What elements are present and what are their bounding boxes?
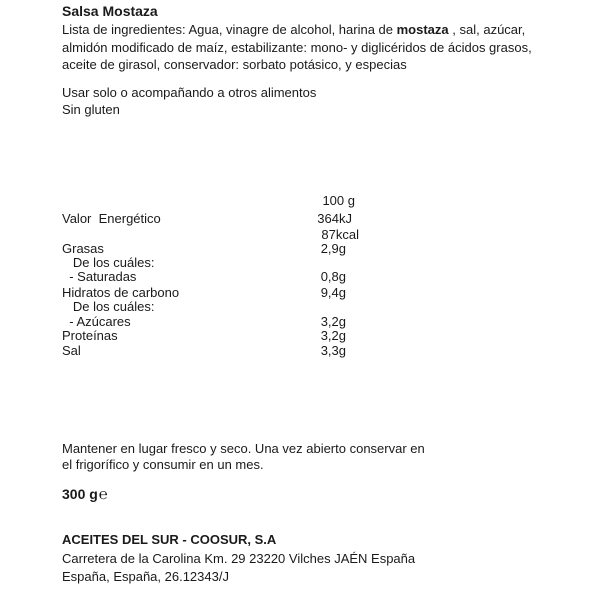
net-weight <box>62 486 108 503</box>
nutrition-value: 3,3g <box>320 343 346 358</box>
nutrition-label: - Saturadas <box>62 269 137 284</box>
product-title: Salsa Mostaza <box>62 3 158 19</box>
nutrition-value: 3,2g <box>320 328 346 343</box>
ingredients-text-prefix: Lista de ingredientes: Agua, vinagre de alcohol, harina de <box>62 22 397 37</box>
storage-line-1: Mantener en lugar fresco y seco. Una vez abierto conservar en <box>62 441 425 456</box>
nutrition-label: Valor Energético <box>62 211 161 226</box>
nutrition-value: 3,2g <box>320 314 346 329</box>
nutrition-label: - Azúcares <box>62 314 131 329</box>
manufacturer-registry: España, España, 26.12343/J <box>62 569 229 584</box>
ingredients-text-suffix: , sal, azúcar, <box>448 22 526 37</box>
manufacturer-name: ACEITES DEL SUR - COOSUR, S.A <box>62 532 277 547</box>
nutrition-label: Proteínas <box>62 328 118 343</box>
storage-line-2: el frigorífico y consumir en un mes. <box>62 457 264 472</box>
nutrition-label: Grasas <box>62 241 104 256</box>
ingredients-line-2: almidón modificado de maíz, estabilizante: mono- y diglicéridos de ácidos grasos, <box>62 40 532 55</box>
gluten-free-line: Sin gluten <box>62 102 120 117</box>
nutrition-value: 87kcal <box>321 227 359 242</box>
nutrition-value: 9,4g <box>320 285 346 300</box>
manufacturer-address: Carretera de la Carolina Km. 29 23220 Vilches JAÉN España <box>62 551 416 566</box>
net-weight-value: 300 g <box>62 486 98 502</box>
nutrition-label: De los cuáles: <box>62 255 155 270</box>
nutrition-label: De los cuáles: <box>62 299 155 314</box>
nutrition-value: 2,9g <box>320 241 346 256</box>
estimated-sign-icon: ℮ <box>98 486 108 503</box>
nutrition-header: 100 g <box>322 193 355 208</box>
allergen-mostaza: mostaza <box>396 22 449 37</box>
nutrition-value: 0,8g <box>320 269 346 284</box>
ingredients-line-3: aceite de girasol, conservador: sorbato potásico, y especias <box>62 57 407 72</box>
nutrition-value: 364kJ <box>317 211 352 226</box>
nutrition-label: Sal <box>62 343 81 358</box>
usage-line: Usar solo o acompañando a otros alimentos <box>62 85 317 100</box>
ingredients-line-1 <box>62 22 525 38</box>
nutrition-label: Hidratos de carbono <box>62 285 180 300</box>
